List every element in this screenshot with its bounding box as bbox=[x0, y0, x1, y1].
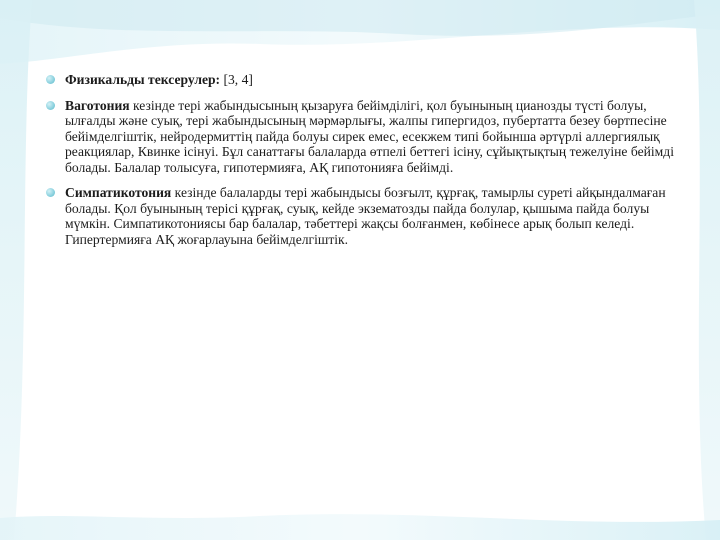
bullet-list bbox=[44, 72, 676, 257]
bullet-icon bbox=[46, 188, 55, 197]
bullet-heading: Физикальды тексерулер: bbox=[65, 72, 221, 87]
bullet-term: Симпатикотония bbox=[65, 185, 172, 200]
bullet-text bbox=[65, 72, 676, 88]
bullet-text bbox=[65, 98, 676, 176]
bullet-body: кезінде тері жабындысының қызаруға бейімділігі, қол буынының цианозды түсті болуы, ылғалды және суық, тері жабындысының мәрмәрлығы, жалпы гипергидоз, пубертатта безеу бөртпесіне бейімделгіштік, нейродермиттің пайда болуы сирек емес, есекжем типі бойынша әртүрлі аллергиялық реакциялар, Квинке ісінуі. Бұл санаттағы балаларда өтпелі беттегі ісіну, сұйықтықтың тежелуіне бейімді болады. Балалар толысуға, гипотермияға, АҚ гипотонияға бейімді. bbox=[65, 97, 674, 175]
bullet-term: Ваготония bbox=[65, 97, 130, 113]
bullet-reference: [3, 4] bbox=[220, 72, 253, 87]
bullet-text bbox=[65, 185, 676, 247]
bullet-vagotonia bbox=[44, 98, 676, 176]
bullet-physical-exam bbox=[44, 72, 676, 88]
bullet-icon bbox=[46, 75, 55, 84]
bullet-sympathicotonia bbox=[44, 185, 676, 247]
bullet-icon bbox=[46, 101, 55, 110]
bullet-body: кезінде балаларды тері жабындысы бозғылт, құрғақ, тамырлы суреті айқындалмаған болады. Қол буынының терісі құрғақ, суық, кейде экзематозды пайда болулар, қышыма пайда болуы мүмкін. Симпатикотониясы бар балалар, тәбеттері жақсы болғанмен, көбінесе арық болып келеді. Гипертермияға АҚ жоғарлауына бейімделгіштік. bbox=[65, 185, 666, 247]
